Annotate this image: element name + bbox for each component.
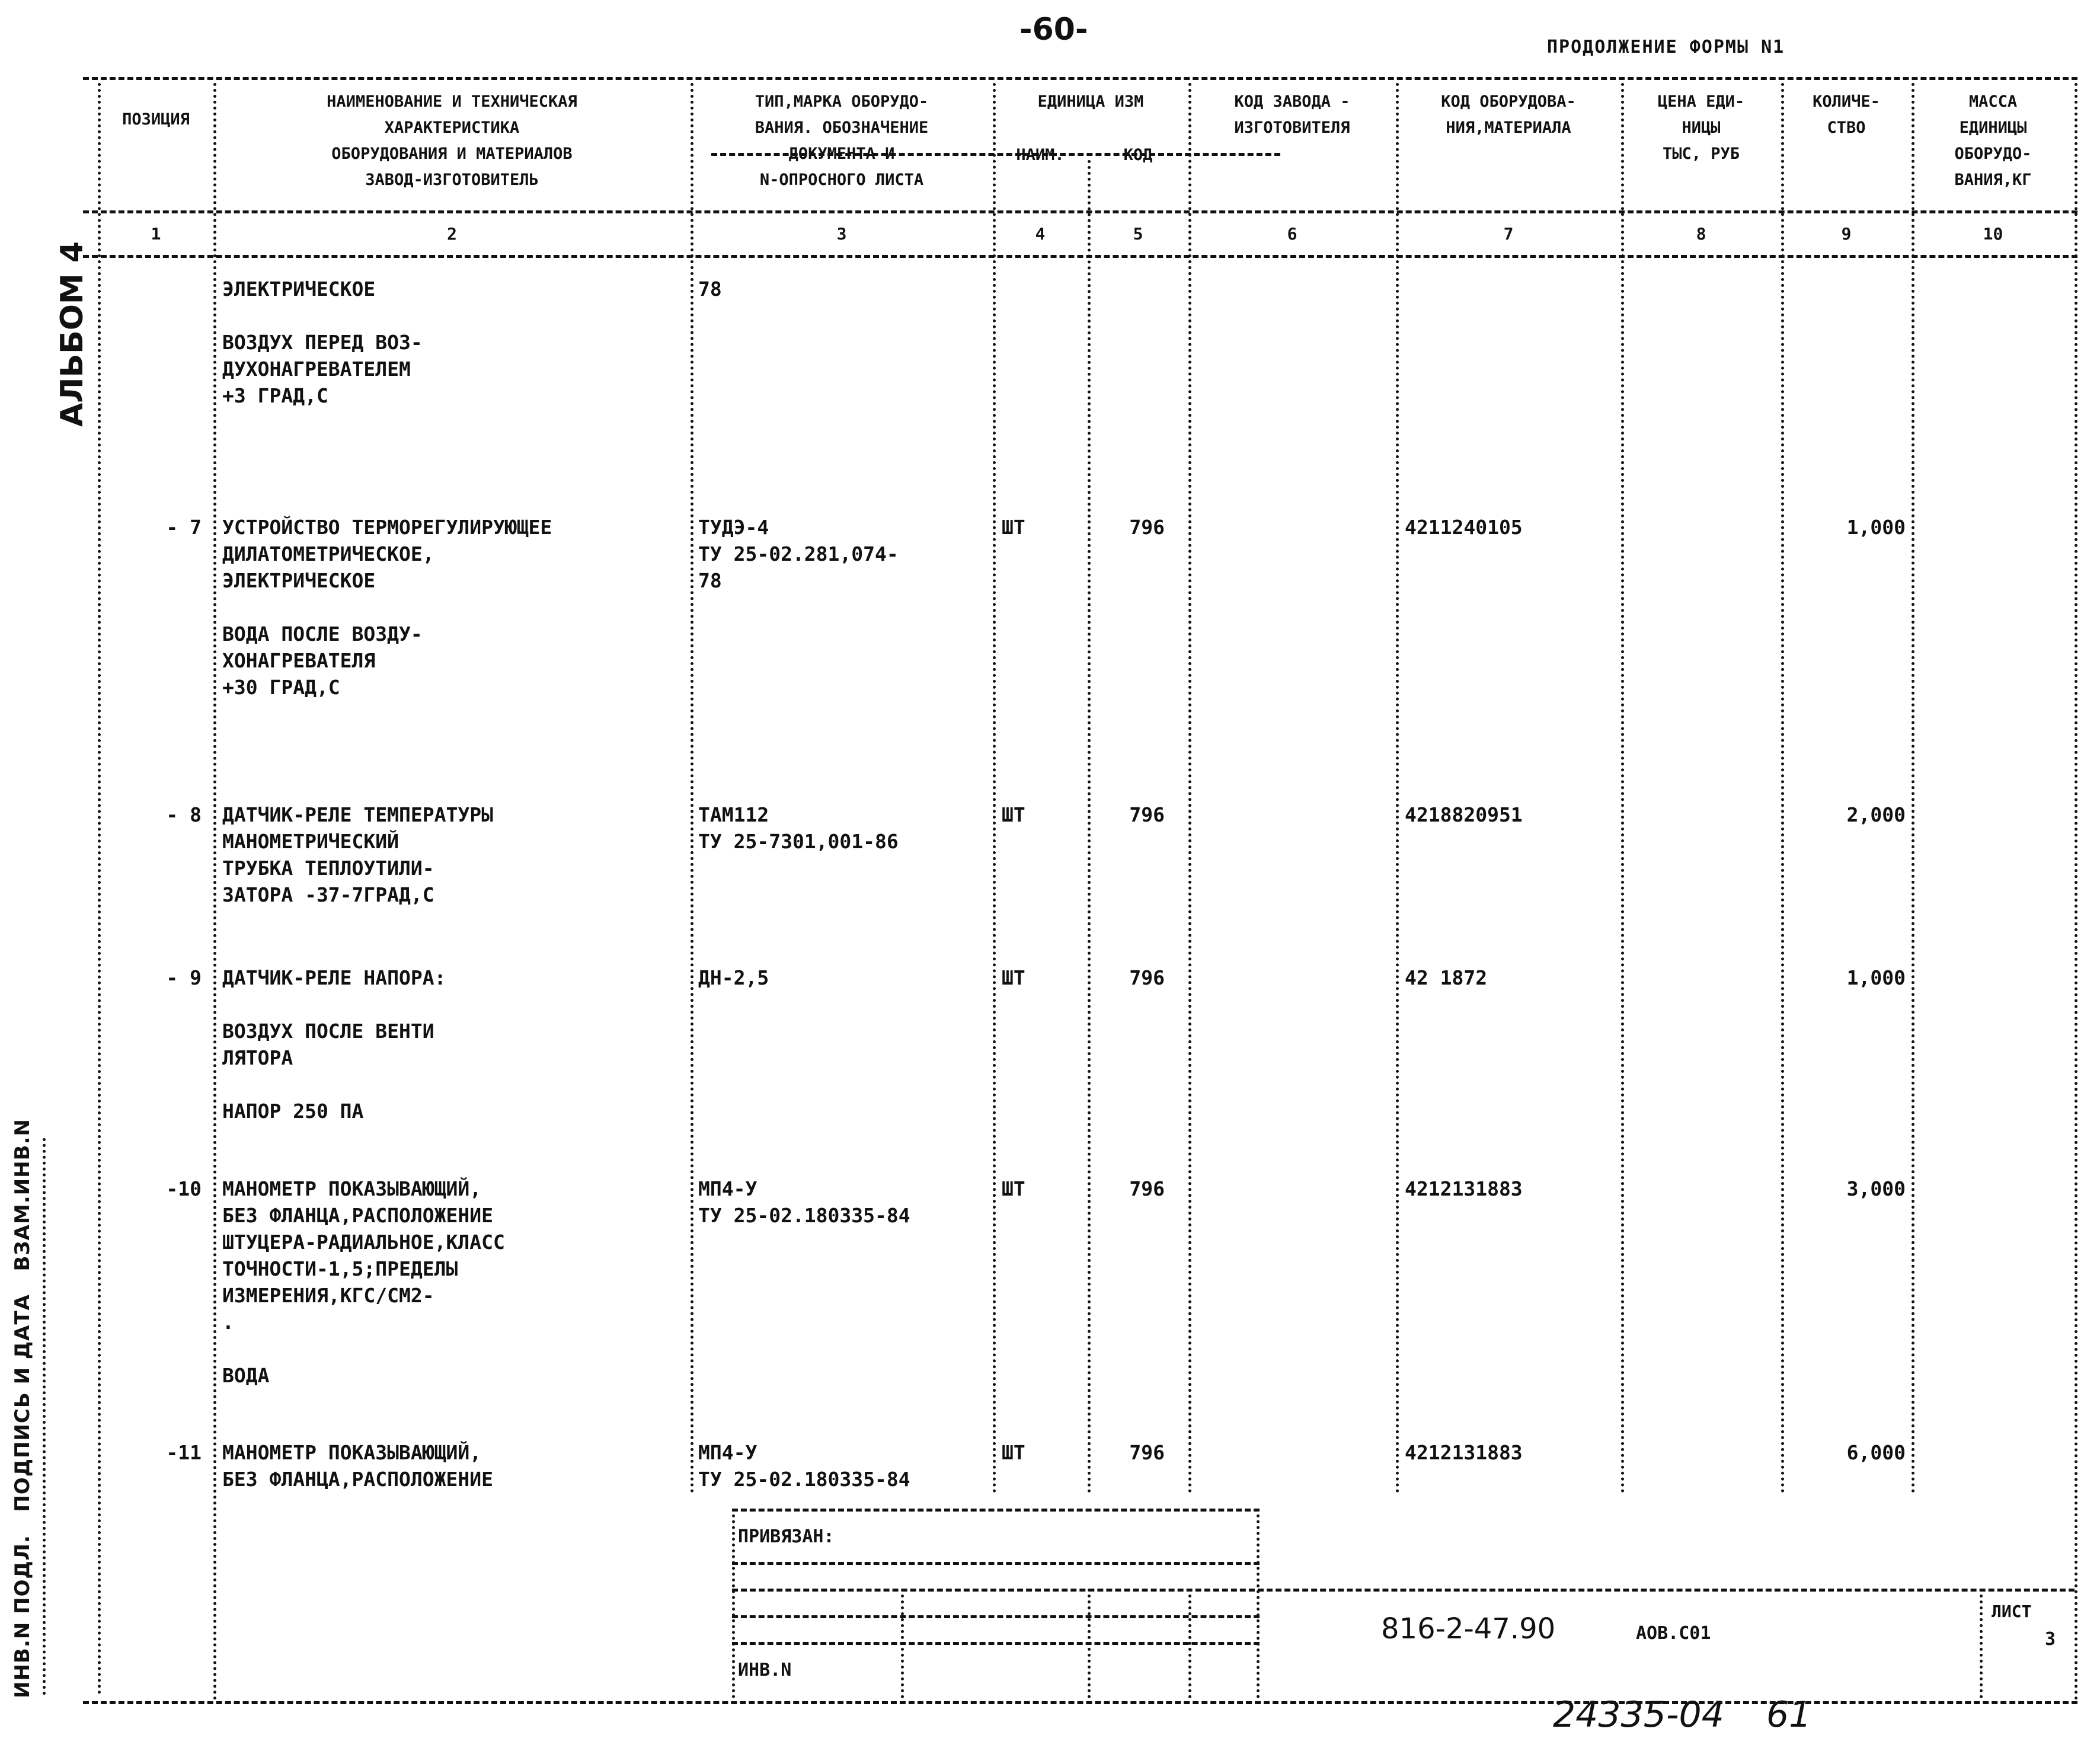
- col-sep-6: [1396, 83, 1399, 1494]
- row3-qty: 1,000: [1846, 966, 1906, 989]
- stamp-inv-label: ИНВ.N: [738, 1660, 792, 1680]
- row2-name: ДАТЧИК-РЕЛЕ ТЕМПЕРАТУРЫ МАНОМЕТРИЧЕСКИЙ ТРУБКА ТЕПЛОУТИЛИ- ЗАТОРА -37-7ГРАД,С: [222, 803, 493, 906]
- row4-name: МАНОМЕТР ПОКАЗЫВАЮЩИЙ, БЕЗ ФЛАНЦА,РАСПОЛОЖЕНИЕ ШТУЦЕРА-РАДИАЛЬНОЕ,КЛАСС ТОЧНОСТИ-1,5;ПРЕДЕЛЫ ИЗМЕРЕНИЯ,КГС/СМ2- . ВОДА: [222, 1177, 505, 1387]
- table-top-rule: [83, 77, 2077, 80]
- stamp-rule-4: [732, 1642, 1260, 1645]
- row3-pos: - 9: [166, 966, 202, 989]
- row3-type: ДН-2,5: [698, 966, 769, 989]
- header-factory-code: КОД ЗАВОДА - ИЗГОТОВИТЕЛЯ: [1234, 92, 1350, 137]
- header-name: НАИМЕНОВАНИЕ И ТЕХНИЧЕСКАЯ ХАРАКТЕРИСТИКА ОБОРУДОВАНИЯ И МАТЕРИАЛОВ ЗАВОД-ИЗГОТОВИТЕЛЬ: [327, 92, 577, 189]
- stamp-rule-2: [732, 1589, 2075, 1592]
- header-unit: ЕДИНИЦА ИЗМ: [1037, 92, 1144, 111]
- row2-qty: 2,000: [1846, 803, 1906, 826]
- row0-type: 78: [698, 277, 722, 301]
- row4-equip-code: 4212131883: [1405, 1177, 1523, 1200]
- col-sep-9: [1912, 83, 1914, 1494]
- row4-qty: 3,000: [1846, 1177, 1906, 1200]
- col-sep-5: [1188, 83, 1191, 1494]
- row4-pos: -10: [166, 1177, 202, 1200]
- colnum-4: 4: [1035, 224, 1046, 244]
- archive-page: 61: [1766, 1694, 1812, 1736]
- col-sep-3: [993, 83, 996, 1494]
- header-unit-name: НАИМ.: [1016, 146, 1065, 164]
- row1-code: 796: [1129, 516, 1165, 539]
- col-sep-2: [691, 83, 693, 1494]
- row2-pos: - 8: [166, 803, 202, 826]
- archive-code: 24335-04: [1553, 1694, 1724, 1736]
- row1-name: УСТРОЙСТВО ТЕРМОРЕГУЛИРУЮЩЕЕ ДИЛАТОМЕТРИЧЕСКОЕ, ЭЛЕКТРИЧЕСКОЕ ВОДА ПОСЛЕ ВОЗДУ- ХОНАГРЕВАТЕЛЯ +30 ГРАД,С: [222, 516, 552, 699]
- colnum-5: 5: [1133, 224, 1143, 244]
- row5-qty: 6,000: [1846, 1441, 1906, 1464]
- document-suffix: АОВ.С01: [1636, 1623, 1711, 1644]
- stamp-rule-3: [732, 1615, 1260, 1618]
- col-sep-left: [98, 83, 101, 1695]
- side-stamp-label: ИНВ.N ПОДЛ. ПОДПИСЬ И ДАТА ВЗАМ.ИНВ.N: [11, 1119, 34, 1698]
- col-sep-8: [1781, 83, 1784, 1494]
- colnum-1: 1: [151, 224, 161, 244]
- col-sep-4: [1088, 160, 1091, 1494]
- row3-code: 796: [1129, 966, 1165, 989]
- stamp-bound-label: ПРИВЯЗАН:: [738, 1526, 835, 1547]
- colnum-2: 2: [447, 224, 457, 244]
- album-label: АЛЬБОМ 4: [55, 241, 90, 427]
- header-equip-code: КОД ОБОРУДОВА- НИЯ,МАТЕРИАЛА: [1441, 92, 1576, 137]
- row1-unit: ШТ: [1002, 516, 1025, 539]
- stamp-col-c: [1088, 1589, 1091, 1698]
- sheet-number: 3: [2045, 1629, 2056, 1650]
- side-stamp-border: [43, 1138, 46, 1695]
- document-code: 816-2-47.90: [1381, 1612, 1556, 1645]
- colnum-8: 8: [1696, 224, 1706, 244]
- header-mass: МАССА ЕДИНИЦЫ ОБОРУДО- ВАНИЯ,КГ: [1954, 92, 2032, 189]
- col-sep-right: [2075, 83, 2077, 1701]
- row5-equip-code: 4212131883: [1405, 1441, 1523, 1464]
- stamp-col-e: [1257, 1509, 1260, 1698]
- row1-equip-code: 4211240105: [1405, 516, 1523, 539]
- stamp-col-b: [901, 1589, 904, 1698]
- colnum-10: 10: [1983, 224, 2003, 244]
- row4-type: МП4-У ТУ 25-02.180335-84: [698, 1177, 910, 1227]
- sheet-label: ЛИСТ: [1992, 1602, 2032, 1621]
- colnum-6: 6: [1287, 224, 1297, 244]
- row1-type: ТУДЭ-4 ТУ 25-02.281,074- 78: [698, 516, 899, 592]
- row2-code: 796: [1129, 803, 1165, 826]
- stamp-col-a: [732, 1509, 735, 1698]
- row4-code: 796: [1129, 1177, 1165, 1200]
- col-sep-7: [1621, 83, 1624, 1494]
- stamp-col-d: [1188, 1589, 1191, 1698]
- col-sep-1: [213, 83, 216, 1701]
- stamp-top-rule: [732, 1509, 1260, 1512]
- colnum-7: 7: [1503, 224, 1514, 244]
- header-position: ПОЗИЦИЯ: [122, 110, 190, 129]
- continuation-label: ПРОДОЛЖЕНИЕ ФОРМЫ N1: [1547, 37, 1785, 57]
- row5-pos: -11: [166, 1441, 202, 1464]
- page-number: -60-: [1019, 12, 1088, 47]
- row5-code: 796: [1129, 1441, 1165, 1464]
- row0-name: ЭЛЕКТРИЧЕСКОЕ ВОЗДУХ ПЕРЕД ВОЗ- ДУХОНАГРЕВАТЕЛЕМ +3 ГРАД,С: [222, 277, 423, 407]
- stamp-col-sheet: [1980, 1589, 1983, 1698]
- row4-unit: ШТ: [1002, 1177, 1025, 1200]
- row3-equip-code: 42 1872: [1405, 966, 1488, 989]
- header-unit-code: КОД: [1123, 146, 1153, 164]
- row1-pos: - 7: [166, 516, 202, 539]
- stamp-rule-1: [732, 1562, 1260, 1565]
- row5-name: МАНОМЕТР ПОКАЗЫВАЮЩИЙ, БЕЗ ФЛАНЦА,РАСПОЛОЖЕНИЕ: [222, 1441, 493, 1491]
- row1-qty: 1,000: [1846, 516, 1906, 539]
- header-quantity: КОЛИЧЕ- СТВО: [1813, 92, 1880, 137]
- header-type: ТИП,МАРКА ОБОРУДО- ВАНИЯ. ОБОЗНАЧЕНИЕ ДОКУМЕНТА И N-ОПРОСНОГО ЛИСТА: [755, 92, 929, 189]
- row3-name: ДАТЧИК-РЕЛЕ НАПОРА: ВОЗДУХ ПОСЛЕ ВЕНТИ ЛЯТОРА НАПОР 250 ПА: [222, 966, 446, 1123]
- header-price: ЦЕНА ЕДИ- НИЦЫ ТЫС, РУБ: [1657, 92, 1745, 163]
- colnum-9: 9: [1841, 224, 1852, 244]
- row3-unit: ШТ: [1002, 966, 1025, 989]
- colnum-3: 3: [836, 224, 847, 244]
- row2-equip-code: 4218820951: [1405, 803, 1523, 826]
- header-bottom-rule: [83, 210, 2077, 213]
- row2-unit: ШТ: [1002, 803, 1025, 826]
- colnum-bottom-rule: [83, 255, 2077, 258]
- row2-type: ТАМ112 ТУ 25-7301,001-86: [698, 803, 899, 853]
- row5-unit: ШТ: [1002, 1441, 1025, 1464]
- row5-type: МП4-У ТУ 25-02.180335-84: [698, 1441, 910, 1491]
